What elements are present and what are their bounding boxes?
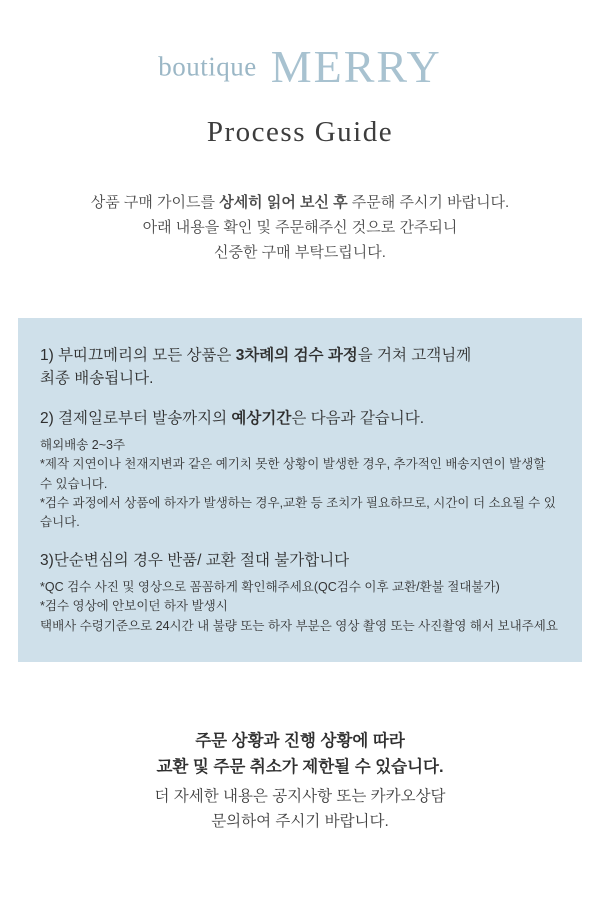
policy-section-2-heading-c: 은 다음과 같습니다. — [291, 409, 425, 427]
brand-prefix: boutique — [158, 51, 257, 82]
policy-section-3-details — [40, 578, 560, 636]
intro-line-3: 신중한 구매 부탁드립니다. — [214, 243, 386, 261]
brand-header — [0, 0, 600, 90]
policy-section-1 — [40, 344, 560, 391]
policy-section-2-heading-a: 2) 결제일로부터 발송까지의 — [40, 409, 232, 427]
brand-name: MERRY — [270, 41, 442, 92]
policy-panel — [18, 318, 582, 662]
policy-section-2-heading-emphasis: 예상기간 — [231, 409, 292, 427]
policy-section-1-heading-a: 1) 부띠끄메리의 모든 상품은 — [40, 347, 236, 364]
intro-line-2: 아래 내용을 확인 및 주문해주신 것으로 간주되니 — [142, 218, 458, 236]
footer-line-1: 주문 상황과 진행 상황에 따라 — [195, 732, 405, 750]
policy-section-2 — [40, 407, 560, 533]
policy-section-2-heading — [40, 407, 560, 430]
policy-section-2-detail-3: *검수 과정에서 상품에 하자가 발생하는 경우,교환 등 조치가 필요하므로, 시간이 더 소요될 수 있습니다. — [40, 495, 556, 530]
intro-line-1-part-c: 주문해 주시기 바랍니다. — [347, 194, 510, 211]
policy-section-2-detail-2: *제작 지연이나 천재지변과 같은 예기치 못한 상황이 발생한 경우, 추가적인 배송지연이 발생할 수 있습니다. — [40, 457, 546, 491]
policy-section-2-detail-1: 해외배송 2~3주 — [40, 437, 126, 452]
policy-section-3-detail-2: *검수 영상에 안보이던 하자 발생시 — [40, 599, 228, 614]
intro-block — [0, 191, 600, 265]
policy-section-3-detail-1: *QC 검수 사진 및 영상으로 꼼꼼하게 확인해주세요(QC검수 이후 교환/환불 절대불가) — [40, 579, 500, 594]
intro-line-1 — [0, 191, 600, 216]
policy-section-1-heading-line2: 최종 배송됩니다. — [40, 370, 154, 388]
intro-line-1-part-a: 상품 구매 가이드를 — [90, 194, 220, 211]
policy-section-1-heading-emphasis: 3차례의 검수 과정 — [235, 347, 358, 364]
policy-section-1-heading — [40, 344, 560, 391]
intro-line-1-emphasis: 상세히 읽어 보신 후 — [219, 194, 348, 211]
policy-section-3-heading: 3)단순변심의 경우 반품/ 교환 절대 불가합니다 — [40, 551, 350, 569]
policy-section-3 — [40, 549, 560, 636]
footer-line-2: 교환 및 주문 취소가 제한될 수 있습니다. — [156, 758, 444, 777]
policy-section-2-details — [40, 436, 560, 533]
footer-line-4: 문의하여 주시기 바랍니다. — [211, 812, 389, 830]
policy-section-1-heading-c: 을 거쳐 고객님께 — [357, 347, 472, 364]
page-title: Process Guide — [206, 116, 394, 148]
policy-section-3-detail-3: 택배사 수령기준으로 24시간 내 불량 또는 하자 부분은 영상 촬영 또는 사진촬영 해서 보내주세요 — [40, 618, 558, 633]
footer-line-3: 더 자세한 내용은 공지사항 또는 카카오상담 — [154, 787, 446, 805]
footer-notice — [0, 728, 600, 834]
